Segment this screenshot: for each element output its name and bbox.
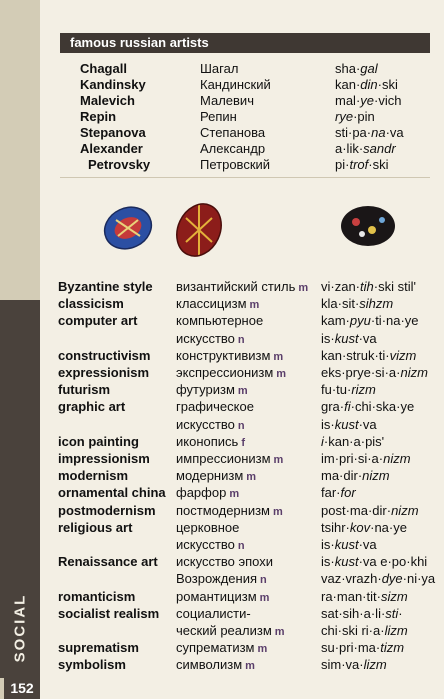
page-number: 152: [4, 676, 40, 699]
term-ru: супрематизм m: [176, 640, 268, 656]
artist-name-en: Petrovsky: [88, 157, 151, 172]
term-ru: графическое: [176, 399, 254, 415]
gender-marker: m: [274, 626, 285, 638]
transliteration: is·kust·va e·po·khi: [321, 554, 428, 570]
transliteration: kan·struk·ti·vizm: [321, 347, 417, 363]
artist-row: [60, 141, 430, 157]
transliteration: i·kan·a·pis': [321, 433, 385, 449]
transliteration: tsihr·kov·na·ye: [321, 519, 407, 535]
artist-name-en: Kandinsky: [80, 77, 146, 92]
artist-name-ru: Репин: [200, 109, 237, 124]
egg-blue: [98, 200, 158, 257]
term-ru: искусство n: [176, 537, 245, 552]
term-en: religious art: [58, 519, 133, 535]
egg-black: [341, 206, 395, 246]
term-ru: футуризм m: [176, 382, 248, 398]
vocab-row: [58, 536, 442, 553]
painted-eggs-image: [60, 190, 430, 260]
term-en: computer art: [58, 313, 138, 329]
term-ru: Возрождения n: [176, 571, 267, 587]
term-ru: искусство n: [176, 330, 245, 346]
artist-row: [60, 125, 430, 141]
gender-marker: n: [237, 333, 245, 346]
gender-marker: m: [273, 454, 284, 466]
term-en: ornamental china: [58, 485, 166, 501]
vocab-row: [58, 330, 442, 347]
artist-name-ru: Малевич: [200, 93, 254, 108]
term-ru: искусство эпохи: [176, 554, 274, 570]
term-en: constructivism: [58, 347, 151, 363]
gender-marker: m: [273, 350, 284, 363]
transliteration: a·lik·sandr: [335, 141, 396, 156]
transliteration: is·kust·va: [321, 416, 377, 432]
vocab-row: [58, 519, 442, 536]
term-ru: церковное: [176, 519, 240, 535]
transliteration: su·pri·ma·tizm: [321, 640, 405, 656]
term-ru: постмодернизм m: [176, 502, 283, 518]
transliteration: chi·ski ri·a·lizm: [321, 623, 408, 638]
term-ru: символизм m: [176, 657, 255, 673]
term-ru: импрессионизм m: [176, 451, 284, 466]
term-ru: фарфор m: [176, 485, 240, 501]
gender-marker: m: [276, 368, 287, 380]
vocab-row: [58, 416, 442, 433]
gender-marker: n: [260, 574, 267, 587]
vocab-row: [58, 364, 442, 381]
term-en: postmodernism: [58, 502, 156, 518]
term-en: expressionism: [58, 365, 150, 380]
transliteration: sat·sih·a·li·sti·: [321, 605, 403, 621]
egg-red: [169, 197, 230, 260]
artist-name-ru: Степанова: [200, 125, 266, 140]
artist-name-en: Alexander: [80, 141, 143, 156]
artist-name-en: Malevich: [80, 93, 135, 108]
term-ru: конструктивизм m: [176, 347, 284, 363]
vocab-row: [58, 398, 442, 415]
vocab-row: [58, 312, 442, 329]
transliteration: is·kust·va: [321, 537, 377, 552]
transliteration: sti·pa·na·va: [335, 125, 404, 140]
transliteration: vi·zan·tih·ski stil': [321, 279, 416, 294]
gender-marker: f: [241, 436, 245, 449]
term-en: modernism: [58, 468, 129, 484]
term-en: suprematism: [58, 640, 139, 656]
term-en: socialist realism: [58, 605, 160, 621]
artist-name-ru: Александр: [200, 141, 266, 156]
term-ru: социалисти-: [176, 605, 251, 621]
transliteration: fu·tu·rizm: [321, 382, 376, 398]
term-ru: искусство n: [176, 416, 245, 432]
term-en: Renaissance art: [58, 554, 158, 570]
vocab-row: [58, 278, 442, 295]
gender-marker: n: [237, 419, 245, 432]
term-ru: романтицизм m: [176, 588, 270, 604]
transliteration: vaz·vrazh·dye·ni·ya: [321, 571, 436, 587]
gender-marker: m: [246, 471, 257, 484]
vocab-row: [58, 639, 442, 656]
vocab-row: [58, 433, 442, 450]
artists-box-title: famous russian artists: [60, 33, 430, 53]
term-ru: классицизм m: [176, 296, 260, 312]
transliteration: kam·pyu·ti·na·ye: [321, 313, 419, 329]
vocab-row: [58, 553, 442, 570]
term-ru: экспрессионизм m: [176, 365, 287, 380]
gender-marker: m: [249, 299, 260, 312]
term-en: Byzantine style: [58, 279, 153, 294]
artist-row: [60, 93, 430, 109]
term-en: impressionism: [58, 451, 150, 466]
term-en: symbolism: [58, 657, 126, 673]
vocab-row: [58, 502, 442, 519]
section-tab-label: SOCIAL: [11, 593, 29, 663]
transliteration: sha·gal: [335, 61, 378, 76]
term-ru: византийский стиль m: [176, 279, 309, 294]
vocab-row: [58, 588, 442, 605]
artist-row: [60, 77, 430, 93]
transliteration: post·ma·dir·nizm: [321, 502, 419, 518]
artists-box: [60, 53, 430, 178]
artist-name-ru: Шагал: [200, 61, 239, 76]
term-ru: модернизм m: [176, 468, 257, 484]
eggs-illustration: [60, 190, 430, 260]
term-en: graphic art: [58, 399, 126, 415]
transliteration: gra·fi·chi·ska·ye: [321, 399, 415, 415]
vocab-row: [58, 605, 442, 622]
gender-marker: m: [273, 505, 283, 518]
artist-row: [60, 157, 430, 173]
vocab-row: [58, 656, 442, 673]
transliteration: far·for: [321, 485, 356, 501]
artist-name-ru: Петровский: [200, 157, 271, 172]
artist-name-ru: Кандинский: [200, 77, 271, 92]
vocab-row: [58, 295, 442, 312]
gender-marker: m: [298, 282, 309, 294]
gender-marker: m: [229, 488, 240, 501]
artist-name-en: Chagall: [80, 61, 127, 76]
gender-marker: m: [237, 385, 248, 398]
transliteration: pi·trof·ski: [335, 157, 389, 172]
transliteration: ra·man·tit·sizm: [321, 588, 408, 604]
term-ru: компьютерное: [176, 313, 264, 329]
artist-name-en: Repin: [80, 109, 117, 124]
gender-marker: m: [259, 591, 270, 604]
vocab-row: [58, 467, 442, 484]
vocab-row: [58, 484, 442, 501]
transliteration: is·kust·va: [321, 330, 377, 346]
transliteration: kan·din·ski: [335, 77, 398, 92]
transliteration: ma·dir·nizm: [321, 468, 390, 484]
transliteration: kla·sit·sihzm: [321, 296, 394, 312]
term-en: romanticism: [58, 588, 136, 604]
vocab-row: [58, 450, 442, 467]
vocab-row: [58, 570, 442, 587]
artist-row: [60, 109, 430, 125]
vocab-row: [58, 381, 442, 398]
artist-name-en: Stepanova: [80, 125, 146, 140]
gender-marker: m: [257, 643, 268, 656]
term-en: icon painting: [58, 433, 139, 449]
term-ru: ческий реализм m: [176, 623, 285, 638]
term-en: futurism: [58, 382, 110, 398]
gender-marker: m: [245, 660, 255, 673]
transliteration: im·pri·si·a·nizm: [321, 451, 411, 466]
gender-marker: n: [237, 540, 245, 552]
term-en: classicism: [58, 296, 124, 312]
vocab-row: [58, 347, 442, 364]
transliteration: sim·va·lizm: [321, 657, 387, 673]
artist-row: [60, 61, 430, 77]
vocab-row: [58, 622, 442, 639]
transliteration: mal·ye·vich: [335, 93, 402, 108]
transliteration: eks·prye·si·a·nizm: [321, 365, 428, 380]
term-ru: иконопись f: [176, 433, 245, 449]
transliteration: rye·pin: [335, 109, 375, 124]
